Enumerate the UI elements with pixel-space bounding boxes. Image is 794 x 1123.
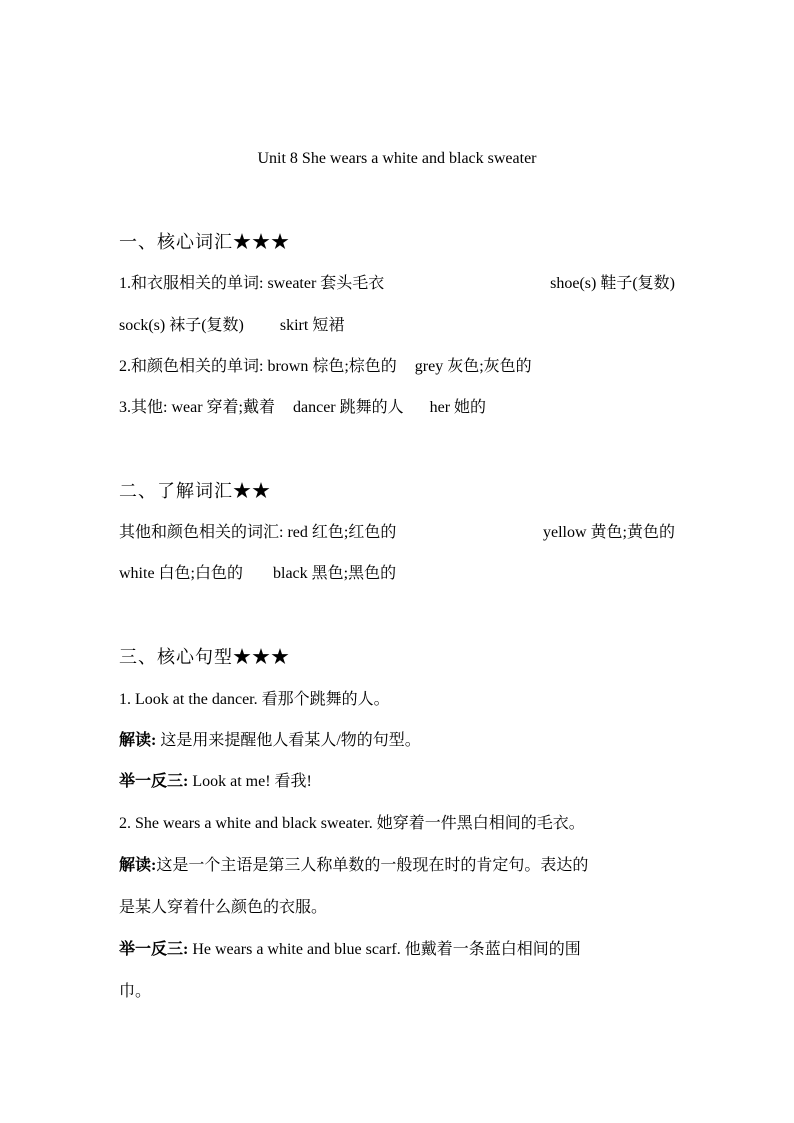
vocab-line-more-colors: [119, 523, 675, 543]
vocab-text: 2.和颜色相关的单词: brown 棕色;棕色的: [119, 358, 397, 375]
vocab-text: white 白色;白色的: [119, 565, 243, 582]
example-line: [119, 940, 675, 960]
sentence-line: [119, 814, 675, 834]
section-heading-core-sentences: 三、核心句型★★★: [119, 647, 290, 667]
section-heading-core-vocabulary: 一、核心词汇★★★: [119, 232, 290, 252]
vocab-line-clothes: [119, 274, 675, 294]
explanation-line-continued: [119, 898, 675, 918]
explanation-text: 这是用来提醒他人看某人/物的句型。: [156, 732, 421, 749]
vocab-text: 其他和颜色相关的词汇: red 红色;红色的: [119, 524, 397, 541]
example-text: 巾。: [119, 983, 152, 1000]
explanation-text: 这是一个主语是第三人称单数的一般现在时的肯定句。表达的: [156, 857, 589, 874]
vocab-text: skirt 短裙: [279, 317, 345, 334]
vocab-text: dancer 跳舞的人: [292, 399, 404, 416]
sentence-text: 2. She wears a white and black sweater. 她穿着一件黑白相间的毛衣。: [119, 815, 585, 832]
sentence-line: [119, 690, 675, 710]
example-text: He wears a white and blue scarf. 他戴着一条蓝白相间的围: [188, 941, 581, 958]
vocab-text: grey 灰色;灰色的: [414, 358, 532, 375]
example-line-continued: [119, 982, 675, 1002]
vocab-text: sock(s) 袜子(复数): [119, 317, 244, 334]
explanation-line: [119, 856, 675, 876]
explanation-line: [119, 731, 675, 751]
section-heading-extra-vocabulary: 二、了解词汇★★: [119, 481, 271, 501]
page-title: Unit 8 She wears a white and black sweater: [257, 150, 537, 167]
vocab-line-more-colors-continued: [119, 564, 675, 584]
vocab-text: yellow 黄色;黄色的: [543, 524, 675, 541]
example-label: 举一反三:: [119, 941, 189, 958]
vocab-line-clothes-continued: [119, 316, 675, 336]
vocab-text: her 她的: [429, 399, 487, 416]
explanation-text: 是某人穿着什么颜色的衣服。: [119, 899, 328, 916]
vocab-line-others: [119, 398, 675, 418]
example-line: [119, 772, 675, 792]
example-label: 举一反三:: [119, 773, 189, 790]
vocab-text: 3.其他: wear 穿着;戴着: [119, 399, 275, 416]
vocab-line-colors: [119, 357, 675, 377]
vocab-text: 1.和衣服相关的单词: sweater 套头毛衣: [119, 275, 385, 292]
sentence-text: 1. Look at the dancer. 看那个跳舞的人。: [119, 691, 390, 708]
explanation-label: 解读:: [119, 857, 157, 874]
example-text: Look at me! 看我!: [188, 773, 312, 790]
vocab-text: shoe(s) 鞋子(复数): [550, 275, 675, 292]
explanation-label: 解读:: [119, 732, 157, 749]
vocab-text: black 黑色;黑色的: [273, 565, 397, 582]
